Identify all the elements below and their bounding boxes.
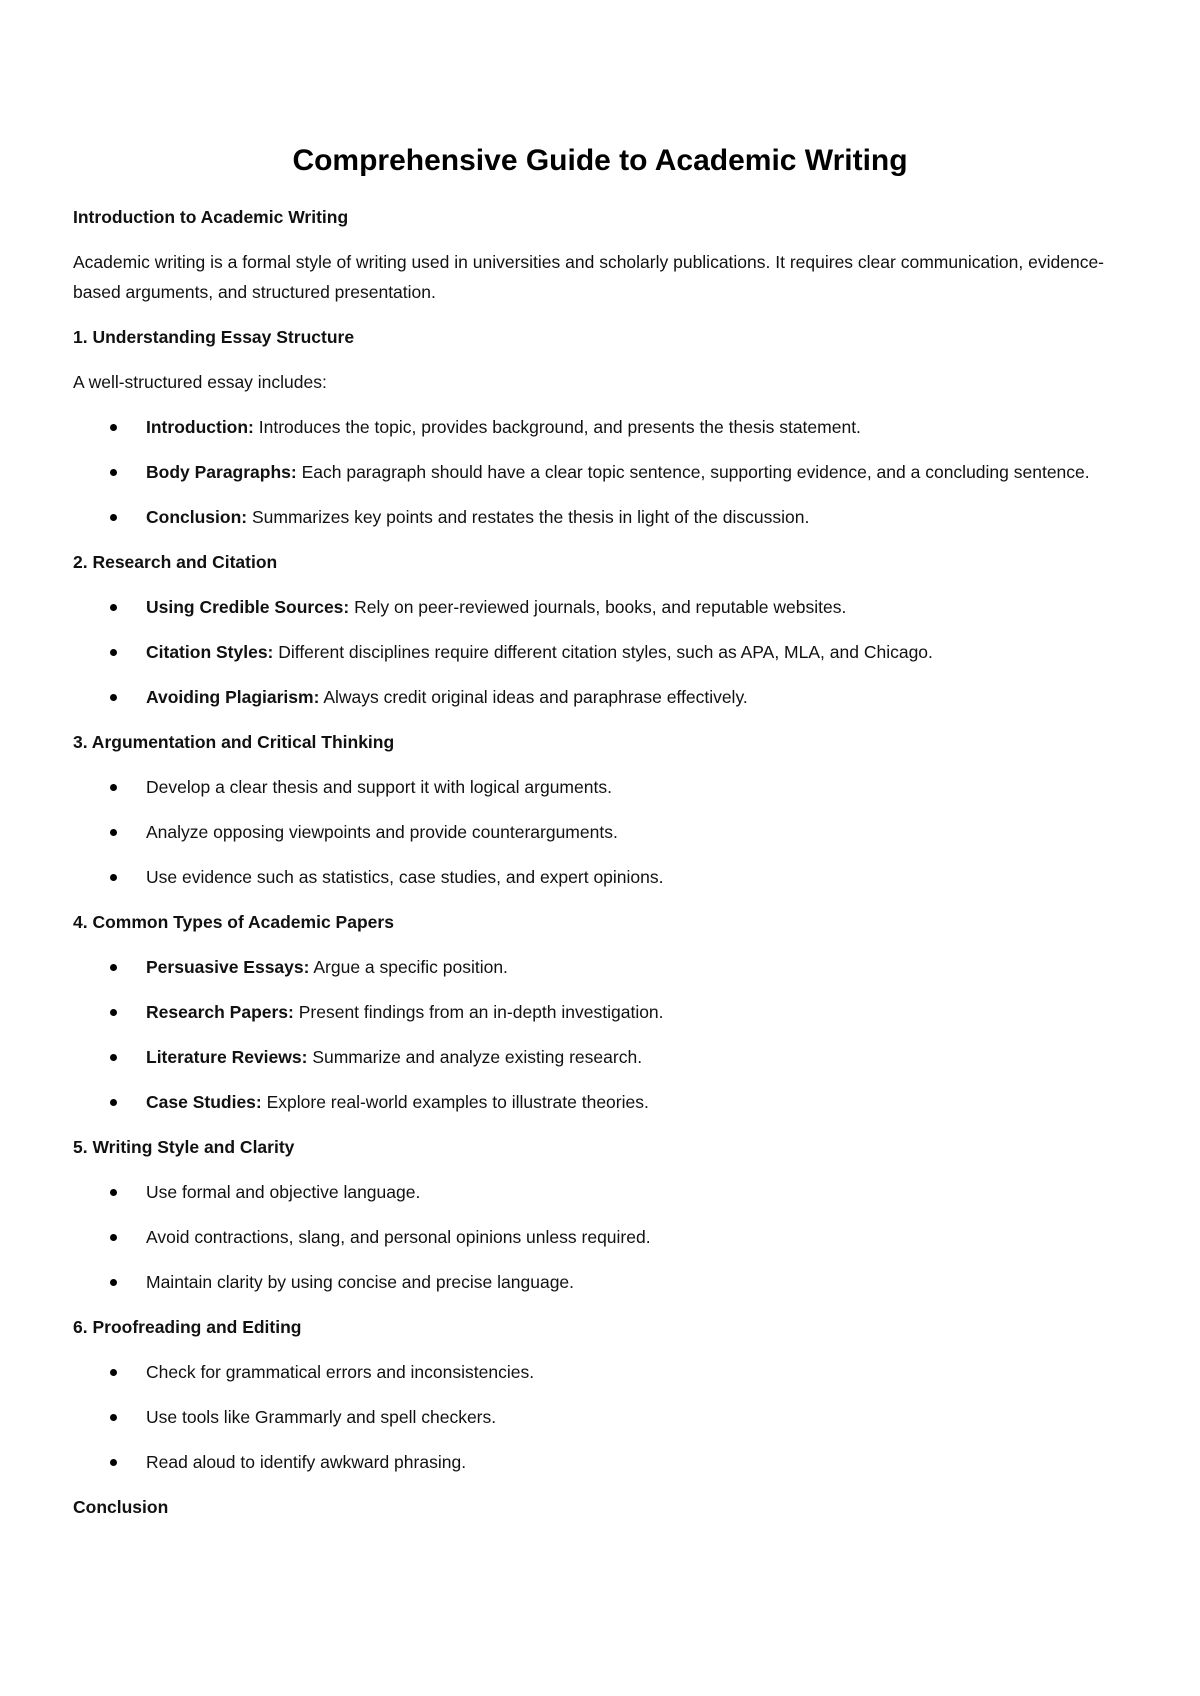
conclusion-heading: Conclusion <box>73 1497 169 1517</box>
list-item-text: Use formal and objective language. <box>146 1182 421 1202</box>
bullet-icon <box>110 874 117 881</box>
list-item <box>73 952 1133 982</box>
list-item-term: Citation Styles: <box>146 642 274 662</box>
section-heading: 2. Research and Citation <box>73 552 278 572</box>
list-item-text: Summarizes key points and restates the thesis in light of the discussion. <box>247 507 810 527</box>
list-item-text: Introduces the topic, provides background, and presents the thesis statement. <box>253 417 861 437</box>
list-item-text: Analyze opposing viewpoints and provide counterarguments. <box>146 822 618 842</box>
list-item-term: Research Papers: <box>146 1002 294 1022</box>
bullet-icon <box>110 469 117 476</box>
bullet-icon <box>110 1234 117 1241</box>
section-4 <box>73 907 1133 1117</box>
list-item <box>73 817 1133 847</box>
list-item-text: Argue a specific position. <box>309 957 508 977</box>
bullet-icon <box>110 1189 117 1196</box>
section-heading: 5. Writing Style and Clarity <box>73 1137 295 1157</box>
bullet-icon <box>110 604 117 611</box>
list-item-term: Using Credible Sources: <box>146 597 350 617</box>
list-item <box>73 1177 1133 1207</box>
list-item <box>73 592 1133 622</box>
list-item-term: Body Paragraphs: <box>146 462 297 482</box>
bullet-icon <box>110 1459 117 1466</box>
list-item <box>73 412 1133 442</box>
bullet-icon <box>110 1054 117 1061</box>
bullet-list <box>73 952 1133 1117</box>
list-item <box>73 997 1133 1027</box>
section-lead: A well-structured essay includes: <box>73 372 327 392</box>
section-1 <box>73 322 1133 532</box>
list-item <box>73 1222 1133 1252</box>
list-item-term: Introduction: <box>146 417 254 437</box>
list-item-text: Develop a clear thesis and support it with logical arguments. <box>146 777 612 797</box>
list-item <box>73 637 1133 667</box>
section-heading: 1. Understanding Essay Structure <box>73 327 355 347</box>
list-item <box>73 772 1133 802</box>
section-heading: 3. Argumentation and Critical Thinking <box>73 732 395 752</box>
list-item-text: Avoid contractions, slang, and personal opinions unless required. <box>146 1227 651 1247</box>
intro-heading: Introduction to Academic Writing <box>73 207 349 227</box>
list-item <box>73 1357 1133 1387</box>
section-heading: 6. Proofreading and Editing <box>73 1317 302 1337</box>
list-item-text: Use evidence such as statistics, case studies, and expert opinions. <box>146 867 664 887</box>
section-heading: 4. Common Types of Academic Papers <box>73 912 394 932</box>
intro-paragraph: Academic writing is a formal style of writing used in universities and scholarly publications. It requires clear communication, evidence-based arguments, and structured presentation. <box>73 252 1105 302</box>
bullet-icon <box>110 649 117 656</box>
list-item <box>73 1042 1133 1072</box>
bullet-icon <box>110 1414 117 1421</box>
bullet-icon <box>110 514 117 521</box>
list-item-term: Case Studies: <box>146 1092 262 1112</box>
section-6 <box>73 1312 1133 1477</box>
bullet-icon <box>110 1279 117 1286</box>
list-item <box>73 1447 1133 1477</box>
bullet-icon <box>110 694 117 701</box>
bullet-icon <box>110 1099 117 1106</box>
bullet-list <box>73 1177 1133 1297</box>
list-item-text: Rely on peer-reviewed journals, books, and reputable websites. <box>349 597 847 617</box>
list-item <box>73 1087 1133 1117</box>
list-item-text: Use tools like Grammarly and spell checkers. <box>146 1407 497 1427</box>
list-item-text: Maintain clarity by using concise and precise language. <box>146 1272 575 1292</box>
bullet-list <box>73 1357 1133 1477</box>
list-item-term: Literature Reviews: <box>146 1047 308 1067</box>
bullet-icon <box>110 424 117 431</box>
bullet-list <box>73 592 1133 712</box>
list-item <box>73 457 1133 487</box>
list-item-text: Summarize and analyze existing research. <box>307 1047 643 1067</box>
list-item-text: Read aloud to identify awkward phrasing. <box>146 1452 467 1472</box>
bullet-icon <box>110 829 117 836</box>
list-item-text: Explore real-world examples to illustrate theories. <box>261 1092 649 1112</box>
bullet-icon <box>110 784 117 791</box>
list-item-text: Always credit original ideas and paraphrase effectively. <box>319 687 748 707</box>
bullet-list <box>73 772 1133 892</box>
list-item-text: Check for grammatical errors and inconsistencies. <box>146 1362 535 1382</box>
bullet-icon <box>110 1369 117 1376</box>
list-item-term: Avoiding Plagiarism: <box>146 687 320 707</box>
list-item-term: Conclusion: <box>146 507 248 527</box>
list-item <box>73 502 1133 532</box>
document-body <box>73 202 1133 1537</box>
section-5 <box>73 1132 1133 1297</box>
section-2 <box>73 547 1133 712</box>
list-item-text: Different disciplines require different citation styles, such as APA, MLA, and Chicago. <box>273 642 933 662</box>
bullet-list <box>73 412 1133 532</box>
section-3 <box>73 727 1133 892</box>
list-item-term: Persuasive Essays: <box>146 957 310 977</box>
bullet-icon <box>110 1009 117 1016</box>
list-item <box>73 682 1133 712</box>
list-item-text: Present findings from an in-depth investigation. <box>293 1002 664 1022</box>
document-title: Comprehensive Guide to Academic Writing <box>292 144 908 177</box>
list-item <box>73 1402 1133 1432</box>
bullet-icon <box>110 964 117 971</box>
list-item <box>73 1267 1133 1297</box>
list-item-text: Each paragraph should have a clear topic sentence, supporting evidence, and a concluding sentence. <box>296 462 1090 482</box>
list-item <box>73 862 1133 892</box>
sections-container <box>73 322 1133 1477</box>
